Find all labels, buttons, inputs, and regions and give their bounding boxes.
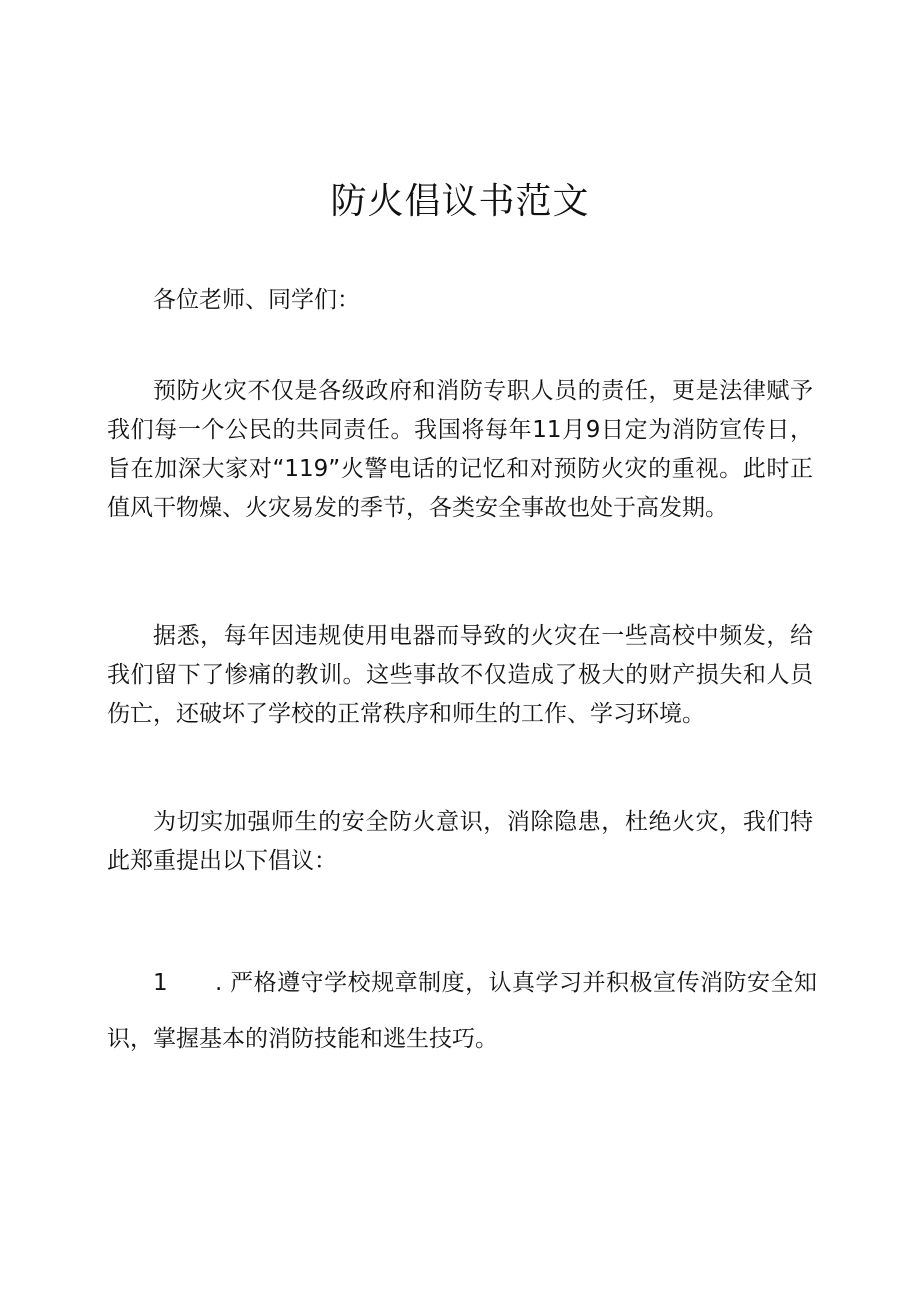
list-item-text: . 严格遵守学校规章制度，认真学习并积极宣传消防安全知识，掌握基本的消防技能和逃生技巧。 [107, 970, 817, 1052]
list-item-number: 1 [153, 970, 168, 996]
document-title: 防火倡议书范文 [330, 181, 590, 222]
list-item [107, 955, 817, 1067]
paragraph-1: 预防火灾不仅是各级政府和消防专职人员的责任，更是法律赋予我们每一个公民的共同责任。我国将每年11月9日定为消防宣传日，旨在加深大家对“119”火警电话的记忆和对预防火灾的重视。此时正值风干物燥、火灾易发的季节，各类安全事故也处于高发期。 [107, 378, 813, 521]
paragraph-2: 据悉，每年因违规使用电器而导致的火灾在一些高校中频发，给我们留下了惨痛的教训。这些事故不仅造成了极大的财产损失和人员伤亡，还破坏了学校的正常秩序和师生的工作、学习环境。 [107, 623, 813, 727]
greeting: 各位老师、同学们： [153, 287, 360, 313]
paragraph-3: 为切实加强师生的安全防火意识，消除隐患，杜绝火灾，我们特此郑重提出以下倡议： [107, 809, 813, 874]
